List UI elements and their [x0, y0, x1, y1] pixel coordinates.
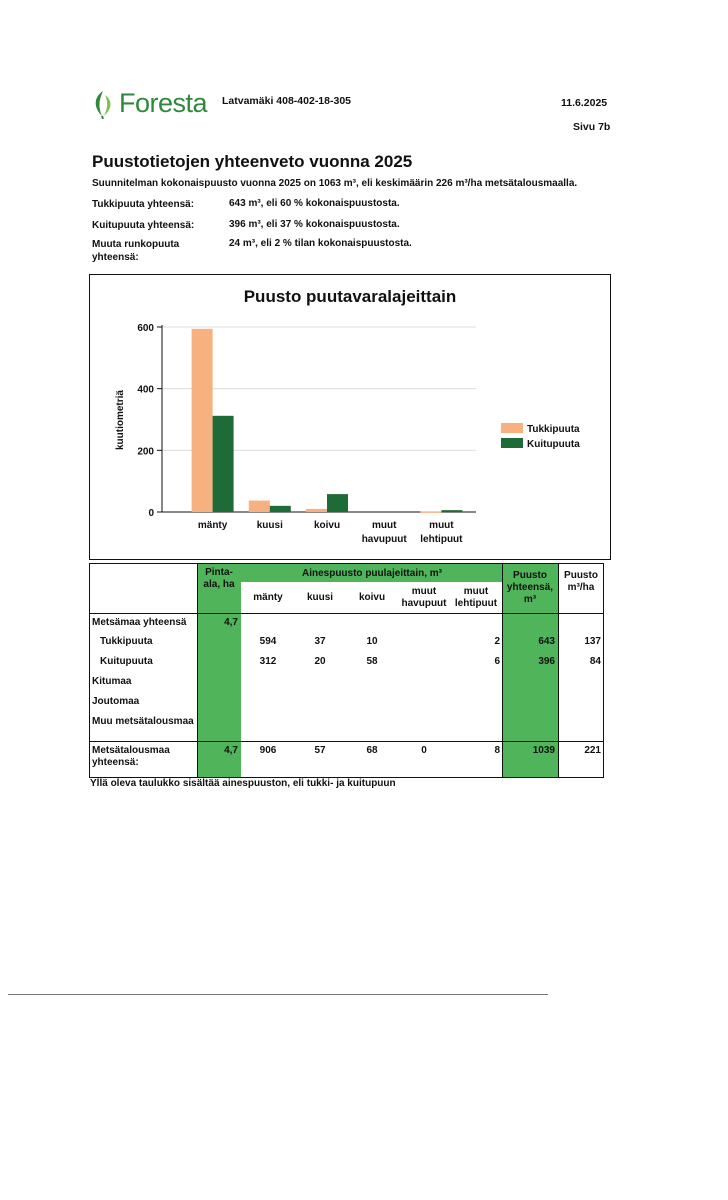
bar-tukkipuuta-2 [306, 509, 327, 512]
y-tick-label: 600 [137, 323, 154, 334]
volume-table [89, 563, 604, 778]
page-number: Sivu 7b [573, 121, 611, 133]
header-species-2: koivu [358, 592, 386, 603]
y-tick-label: 200 [137, 446, 154, 458]
row-total: 643 [538, 636, 555, 647]
legend-label-0: Tukkipuuta [527, 424, 580, 435]
brand-name: Foresta [119, 88, 208, 118]
row-value: 37 [314, 636, 326, 647]
x-tick-label: lehtipuut [420, 534, 463, 545]
tukki-label: Tukkipuuta yhteensä: [92, 199, 195, 210]
x-tick-label: muut [429, 520, 454, 531]
row-value: 0 [421, 745, 427, 756]
legend-swatch-1 [501, 438, 523, 448]
row-label: Joutomaa [92, 696, 140, 707]
x-tick-label: kuusi [256, 520, 283, 531]
row-label: Kitumaa [92, 676, 132, 687]
x-tick-label: koivu [313, 520, 341, 531]
row-perha: 84 [589, 656, 601, 667]
header-perha: Puusto m³/ha [564, 570, 598, 593]
tukki-value: 643 m³, eli 60 % kokonaispuustosta. [229, 198, 400, 209]
bar-kuitupuuta-2 [327, 494, 348, 512]
row-value: 58 [366, 656, 378, 667]
report-date: 11.6.2025 [561, 97, 608, 109]
header-species-3: muut havupuut [401, 586, 447, 609]
muu-value: 24 m³, eli 2 % tilan kokonaispuustosta. [229, 238, 412, 249]
row-value: 10 [366, 636, 378, 647]
row-area: 4,7 [224, 617, 238, 628]
foresta-logo [90, 88, 207, 119]
bar-tukkipuuta-4 [420, 511, 441, 512]
summary-intro: Suunnitelman kokonaispuusto vuonna 2025 on 1063 m³, eli keskimäärin 226 m³/ha metsätalousmaalla. [92, 178, 578, 189]
row-value: 20 [314, 656, 326, 667]
row-value: 68 [366, 745, 378, 756]
header-species-0: mänty [253, 592, 283, 603]
row-value: 594 [259, 636, 277, 647]
row-label: Metsämaa yhteensä [92, 617, 187, 628]
x-tick-label: mänty [197, 520, 228, 531]
row-label: Muu metsätalousmaa [92, 716, 194, 727]
row-total: 396 [538, 656, 555, 667]
header-total: Puusto yhteensä, m³ [506, 570, 554, 605]
bar-kuitupuuta-4 [441, 510, 462, 512]
row-value: 312 [259, 656, 277, 667]
row-value: 8 [494, 745, 500, 756]
total-divider [90, 741, 603, 742]
y-tick-label: 400 [137, 384, 154, 396]
page-divider [8, 994, 548, 995]
header-species-group: Ainespuusto puulajeittain, m³ [301, 568, 442, 579]
header-area: Pinta-ala, ha [203, 567, 235, 590]
row-area: 4,7 [224, 745, 238, 756]
bar-tukkipuuta-1 [249, 501, 270, 512]
row-perha: 137 [584, 636, 601, 647]
y-tick-label: 0 [148, 508, 154, 519]
row-value: 2 [494, 636, 500, 647]
row-label: Tukkipuuta [100, 636, 153, 647]
property-id: Latvamäki 408-402-18-305 [222, 95, 352, 107]
leaf-logo-icon [90, 89, 116, 119]
row-value: 6 [494, 656, 500, 667]
bar-kuitupuuta-0 [213, 416, 234, 512]
muu-label: Muuta runkopuuta yhteensä: [92, 239, 180, 263]
bar-tukkipuuta-0 [192, 329, 213, 512]
kuitu-label: Kuitupuuta yhteensä: [92, 220, 195, 231]
chart-title: Puusto puutavaralajeittain [243, 287, 457, 306]
bar-kuitupuuta-1 [270, 506, 291, 512]
kuitu-value: 396 m³, eli 37 % kokonaispuustosta. [229, 219, 400, 230]
legend-swatch-0 [501, 423, 523, 433]
header-species-1: kuusi [306, 592, 334, 603]
row-label: Kuitupuuta [100, 656, 153, 667]
header-species-4: muut lehtipuut [454, 586, 498, 609]
footnote: Yllä oleva taulukko sisältää ainespuuston, eli tukki- ja kuitupuun [90, 778, 396, 789]
row-total: 1039 [532, 745, 555, 756]
chart-frame [89, 274, 611, 560]
x-tick-label: havupuut [361, 534, 407, 545]
x-tick-label: muut [371, 520, 397, 531]
row-perha: 221 [584, 745, 601, 756]
row-value: 57 [314, 745, 326, 756]
row-value: 906 [259, 745, 277, 756]
row-label: Metsätalousmaa yhteensä: [92, 745, 170, 768]
page-title: Puustotietojen yhteenveto vuonna 2025 [92, 152, 413, 171]
bar-chart [90, 275, 610, 559]
header-divider [90, 613, 603, 614]
legend-label-1: Kuitupuuta [527, 439, 580, 450]
y-axis-label: kuutiometriä [115, 389, 126, 451]
